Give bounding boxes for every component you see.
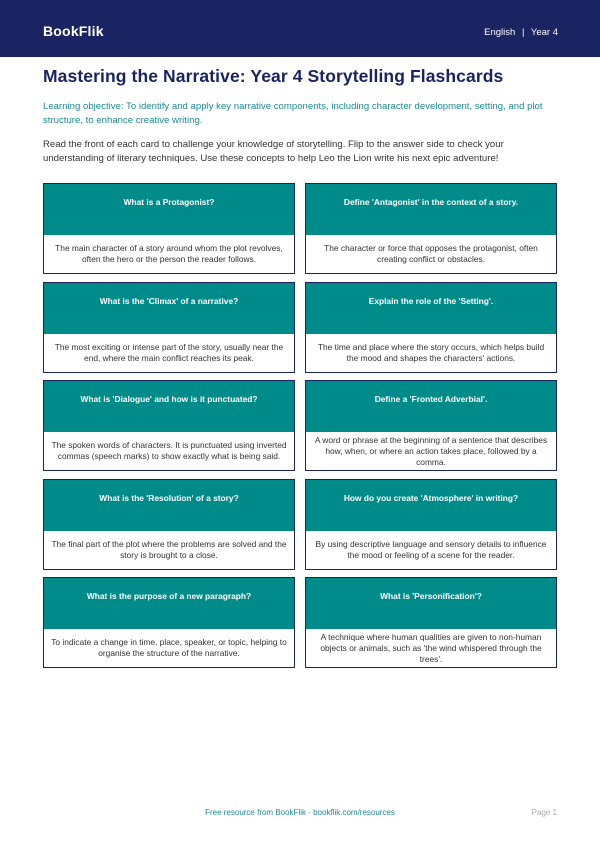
flashcard-answer: A technique where human qualities are given to non-human objects or animals, such as 'the wind whispered through the trees'. [320,631,542,664]
flashcard[interactable] [43,479,295,570]
flashcard-back [44,334,294,372]
flashcard[interactable] [43,577,295,668]
flashcard-back [306,432,556,470]
flashcard-back [306,629,556,667]
flashcard[interactable] [43,380,295,471]
flashcard-answer: A word or phrase at the beginning of a sentence that describes how, when, or where an action takes place, followed by a comma. [314,434,548,467]
flashcard-front: Define 'Antagonist' in the context of a story. [306,184,556,235]
meta-separator: | [521,27,525,38]
page-title: Mastering the Narrative: Year 4 Storytelling Flashcards [43,66,504,86]
flashcard-answer: By using descriptive language and sensory details to influence the mood or feeling of a scene for the reader. [315,539,547,560]
flashcard[interactable] [43,282,295,373]
flashcard-front: What is 'Personification'? [306,578,556,629]
learning-objective: Learning objective: To identify and apply key narrative components, including character development, setting, and plot structure, to enhance creative writing. [43,101,543,126]
subject-label: English [484,27,516,38]
flashcard-back [44,432,294,470]
flashcard-front: What is 'Dialogue' and how is it punctuated? [44,381,294,432]
flashcard-back [306,531,556,569]
flashcard[interactable] [305,479,557,570]
flashcard[interactable] [305,577,557,668]
flashcard-front: What is the 'Resolution' of a story? [44,480,294,531]
flashcard-front: Define a 'Fronted Adverbial'. [306,381,556,432]
page-number: Page 1 [531,808,557,817]
footer-resource-link[interactable]: Free resource from BookFlik · bookflik.com/resources [205,808,395,817]
year-label: Year 4 [530,27,558,38]
flashcard-front: Explain the role of the 'Setting'. [306,283,556,334]
flashcard-answer: To indicate a change in time, place, speaker, or topic, helping to organise the structure of the narrative. [51,637,287,658]
flashcard-answer: The character or force that opposes the protagonist, often creating conflict or obstacles. [324,243,538,264]
flashcard-front: What is a Protagonist? [44,184,294,235]
flashcard[interactable] [305,183,557,274]
intro-text: Read the front of each card to challenge your knowledge of storytelling. Flip to the answer side to check your understanding of literary techniques. Use these concepts to help Leo the Lion write his next epic adventure! [43,139,504,164]
flashcard-answer: The main character of a story around whom the plot revolves, often the hero or the person the reader follows. [55,243,283,264]
flashcard-back [306,334,556,372]
flashcard-front: What is the 'Climax' of a narrative? [44,283,294,334]
flashcard[interactable] [43,183,295,274]
flashcard-answer: The time and place where the story occurs, which helps build the mood and shapes the characters' actions. [317,342,545,363]
flashcard-answer: The most exciting or intense part of the story, usually near the end, where the main conflict reaches its peak. [54,342,284,363]
flashcard-back [44,235,294,273]
flashcard-back [44,531,294,569]
flashcard-answer: The spoken words of characters. It is punctuated using inverted commas (speech marks) to show exactly what is being said. [51,440,287,461]
brand-logo[interactable]: BookFlik [43,23,104,39]
flashcard-front: What is the purpose of a new paragraph? [44,578,294,629]
flashcard[interactable] [305,282,557,373]
header-meta [484,27,558,38]
header-bar [0,0,600,57]
flashcard-answer: The final part of the plot where the problems are solved and the story is brought to a close. [51,539,287,560]
flashcard-front: How do you create 'Atmosphere' in writing? [306,480,556,531]
flashcard-back [306,235,556,273]
flashcard-back [44,629,294,667]
flashcard[interactable] [305,380,557,471]
